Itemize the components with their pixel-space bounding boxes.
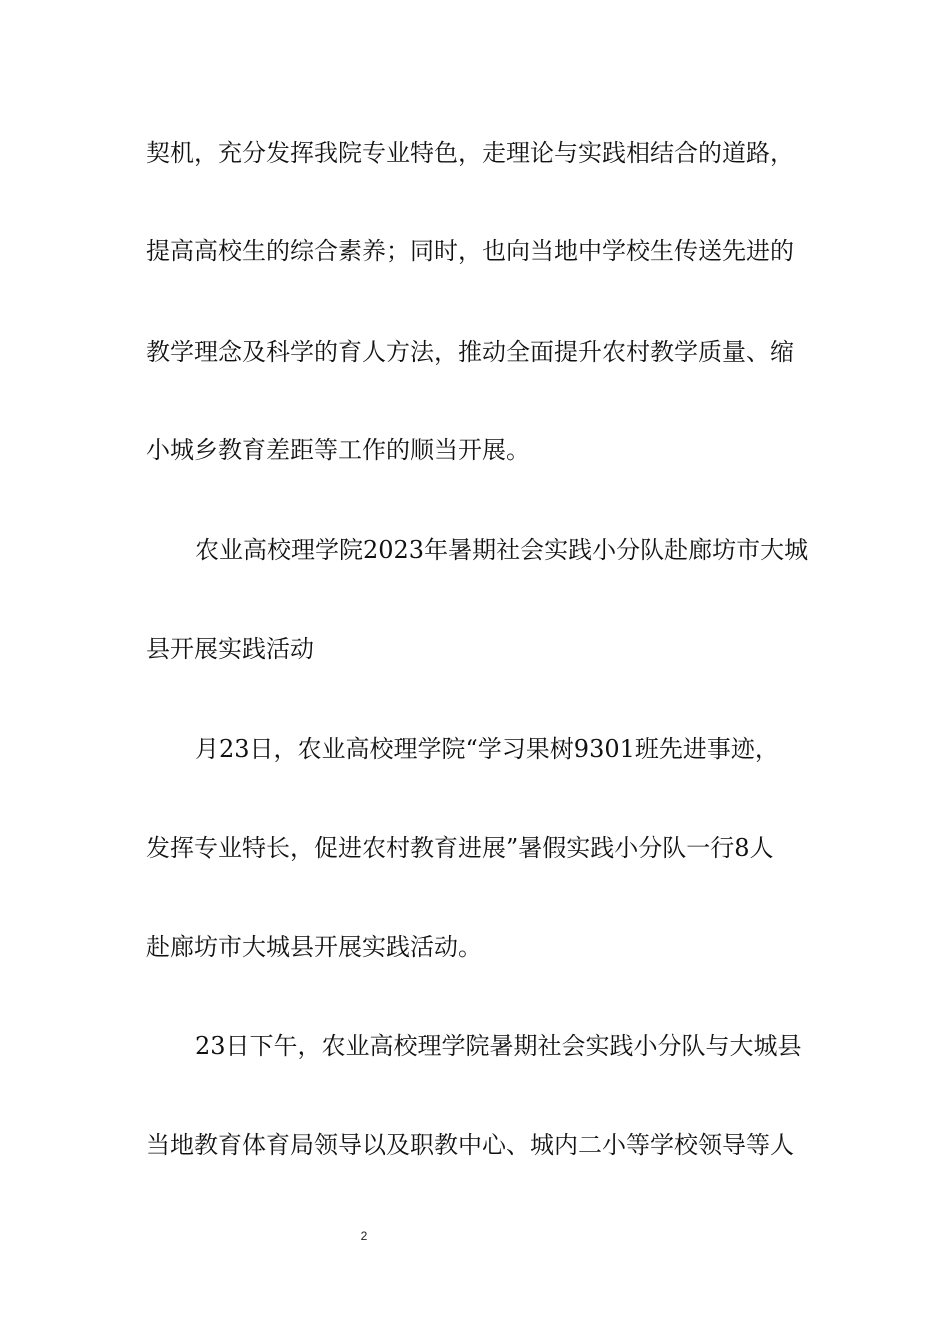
paragraph-line: 发挥专业特长，促进农村教育进展”暑假实践小分队一行8人	[146, 834, 774, 862]
heading-line: 县开展实践活动	[146, 635, 314, 663]
paragraph-line: 赴廊坊市大城县开展实践活动。	[146, 933, 482, 961]
paragraph-line: 提高高校生的综合素养；同时，也向当地中学校生传送先进的	[146, 237, 794, 265]
paragraph-line: 小城乡教育差距等工作的顺当开展。	[146, 436, 530, 464]
heading-line: 农业高校理学院2023年暑期社会实践小分队赴廊坊市大城	[195, 536, 809, 564]
paragraph-line: 教学理念及科学的育人方法，推动全面提升农村教学质量、缩	[146, 338, 794, 366]
paragraph-line: 当地教育体育局领导以及职教中心、城内二小等学校领导等人	[146, 1131, 794, 1159]
paragraph-line: 契机，充分发挥我院专业特色，走理论与实践相结合的道路，	[146, 139, 794, 167]
paragraph-line: 月23日，农业高校理学院“学习果树9301班先进事迹，	[195, 735, 779, 763]
paragraph-line: 23日下午，农业高校理学院暑期社会实践小分队与大城县	[195, 1032, 802, 1060]
page-number: 2	[360, 1229, 368, 1243]
